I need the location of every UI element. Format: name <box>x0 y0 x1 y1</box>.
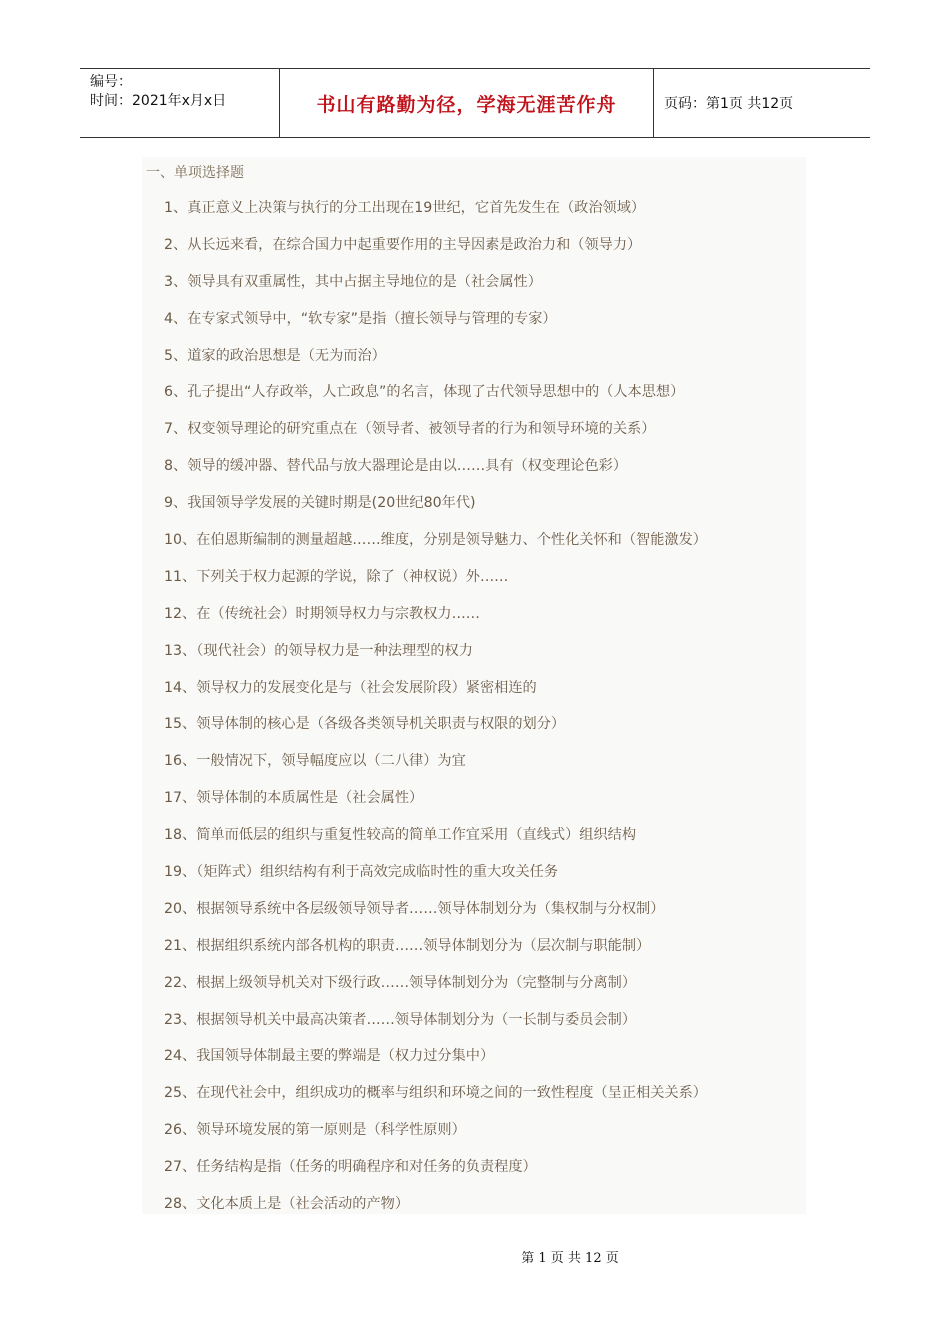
question-item: 10、在伯恩斯编制的测量超越……维度，分别是领导魅力、个性化关怀和（智能激发） <box>164 532 707 549</box>
question-item: 11、下列关于权力起源的学说，除了（神权说）外…… <box>164 568 509 585</box>
question-item: 8、领导的缓冲器、替代品与放大器理论是由以……具有（权变理论色彩） <box>164 458 628 475</box>
question-item: 12、在（传统社会）时期领导权力与宗教权力…… <box>164 605 480 622</box>
question-item: 26、领导环境发展的第一原则是（科学性原则） <box>164 1122 466 1139</box>
page-footer: 第 1 页 共 12 页 <box>521 1251 619 1266</box>
question-item: 23、根据领导机关中最高决策者……领导体制划分为（一长制与委员会制） <box>164 1011 637 1028</box>
question-item: 17、领导体制的本质属性是（社会属性） <box>164 790 424 807</box>
question-item: 9、我国领导学发展的关键时期是(20世纪80年代) <box>164 495 476 512</box>
content-area <box>142 157 806 1214</box>
question-list <box>164 197 707 1230</box>
question-item: 3、领导具有双重属性，其中占据主导地位的是（社会属性） <box>164 273 542 290</box>
header-page-info: 页码：第1页 共12页 <box>664 96 794 112</box>
header-meta <box>80 69 280 137</box>
date-label: 时间：2021年x月x日 <box>90 93 227 109</box>
question-item: 25、在现代社会中，组织成功的概率与组织和环境之间的一致性程度（呈正相关关系） <box>164 1085 707 1102</box>
question-item: 13、（现代社会）的领导权力是一种法理型的权力 <box>164 642 473 659</box>
question-item: 14、领导权力的发展变化是与（社会发展阶段）紧密相连的 <box>164 679 537 696</box>
section-title: 一、单项选择题 <box>146 165 244 181</box>
question-item: 16、一般情况下，领导幅度应以（二八律）为宜 <box>164 753 466 770</box>
question-item: 20、根据领导系统中各层级领导领导者……领导体制划分为（集权制与分权制） <box>164 900 665 917</box>
question-item: 21、根据组织系统内部各机构的职责……领导体制划分为（层次制与职能制） <box>164 937 651 954</box>
question-item: 18、简单而低层的组织与重复性较高的简单工作宜采用（直线式）组织结构 <box>164 827 637 844</box>
serial-number-label: 编号： <box>90 74 132 90</box>
question-item: 2、从长远来看，在综合国力中起重要作用的主导因素是政治力和（领导力） <box>164 236 642 253</box>
question-item: 27、任务结构是指（任务的明确程序和对任务的负责程度） <box>164 1159 537 1176</box>
question-item: 15、领导体制的核心是（各级各类领导机关职责与权限的划分） <box>164 716 566 733</box>
question-item: 22、根据上级领导机关对下级行政……领导体制划分为（完整制与分离制） <box>164 974 637 991</box>
question-item: 4、在专家式领导中，“软专家”是指（擅长领导与管理的专家） <box>164 310 557 327</box>
question-item: 19、（矩阵式）组织结构有利于高效完成临时性的重大攻关任务 <box>164 864 559 881</box>
question-item: 28、文化本质上是（社会活动的产物） <box>164 1196 410 1213</box>
question-item: 1、真正意义上决策与执行的分工出现在19世纪，它首先发生在（政治领域） <box>164 200 646 216</box>
question-item: 7、权变领导理论的研究重点在（领导者、被领导者的行为和领导环境的关系） <box>164 421 656 438</box>
question-item: 6、孔子提出“人存政举，人亡政息”的名言，体现了古代领导思想中的（人本思想） <box>164 384 685 401</box>
question-item: 24、我国领导体制最主要的弊端是（权力过分集中） <box>164 1048 495 1065</box>
page-header <box>80 68 870 138</box>
question-item: 5、道家的政治思想是（无为而治） <box>164 347 386 364</box>
header-motto: 书山有路勤为径，学海无涯苦作舟 <box>280 69 654 137</box>
